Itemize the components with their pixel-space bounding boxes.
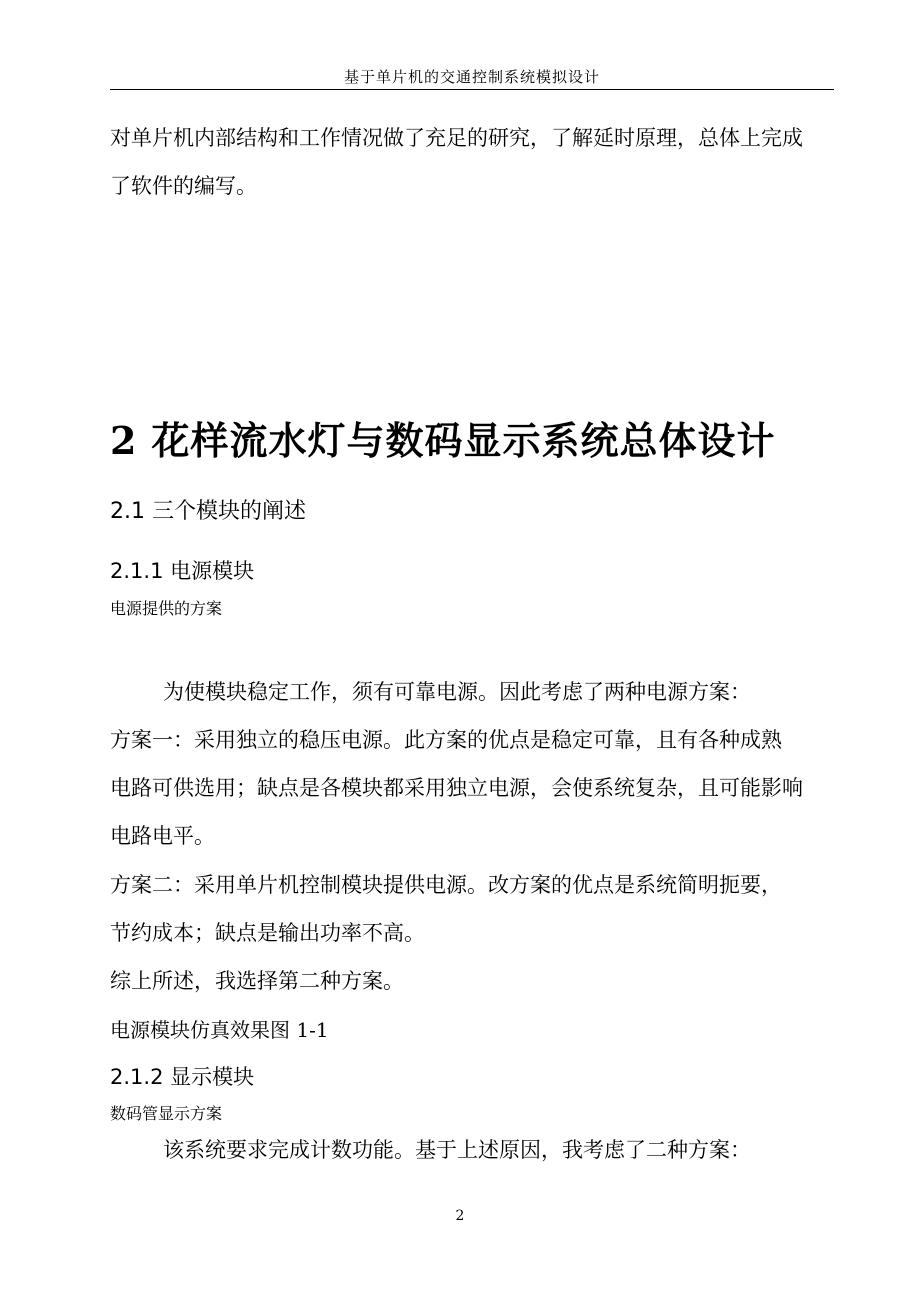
power-subtitle: 电源提供的方案 [110, 599, 223, 618]
plan1-line-1: 方案一：采用独立的稳压电源。此方案的优点是稳定可靠，且有各种成熟 [110, 728, 782, 752]
plan2-line-2: 节约成本；缺点是输出功率不高。 [110, 921, 425, 945]
plan1-line-2: 电路可供选用；缺点是各模块都采用独立电源，会使系统复杂，且可能影响 [110, 776, 803, 800]
plan2-line-1: 方案二：采用单片机控制模块提供电源。改方案的优点是系统简明扼要， [110, 873, 782, 897]
section-2-1-1-heading: 2.1.1 电源模块 [110, 559, 255, 583]
figure-caption: 电源模块仿真效果图 1-1 [110, 1018, 329, 1042]
chapter-title: 花样流水灯与数码显示系统总体设计 [151, 418, 776, 463]
conclusion-line: 综上所述，我选择第二种方案。 [110, 969, 404, 993]
header-rule [110, 89, 834, 90]
page-number: 2 [455, 1208, 465, 1224]
section-2-1-heading: 2.1 三个模块的阐述 [110, 499, 306, 524]
plan1-line-3: 电路电平。 [110, 824, 215, 848]
display-intro-paragraph: 该系统要求完成计数功能。基于上述原因，我考虑了二种方案： [163, 1138, 751, 1162]
power-intro-paragraph: 为使模块稳定工作，须有可靠电源。因此考虑了两种电源方案： [163, 680, 751, 704]
intro-line-1: 对单片机内部结构和工作情况做了充足的研究，了解延时原理，总体上完成 [110, 126, 803, 150]
running-header: 基于单片机的交通控制系统模拟设计 [343, 68, 600, 86]
section-2-1-2-heading: 2.1.2 显示模块 [110, 1065, 255, 1089]
intro-line-2: 了软件的编写。 [110, 174, 257, 198]
chapter-heading [110, 410, 775, 465]
display-subtitle: 数码管显示方案 [110, 1104, 223, 1123]
chapter-number: 2 [110, 418, 138, 463]
